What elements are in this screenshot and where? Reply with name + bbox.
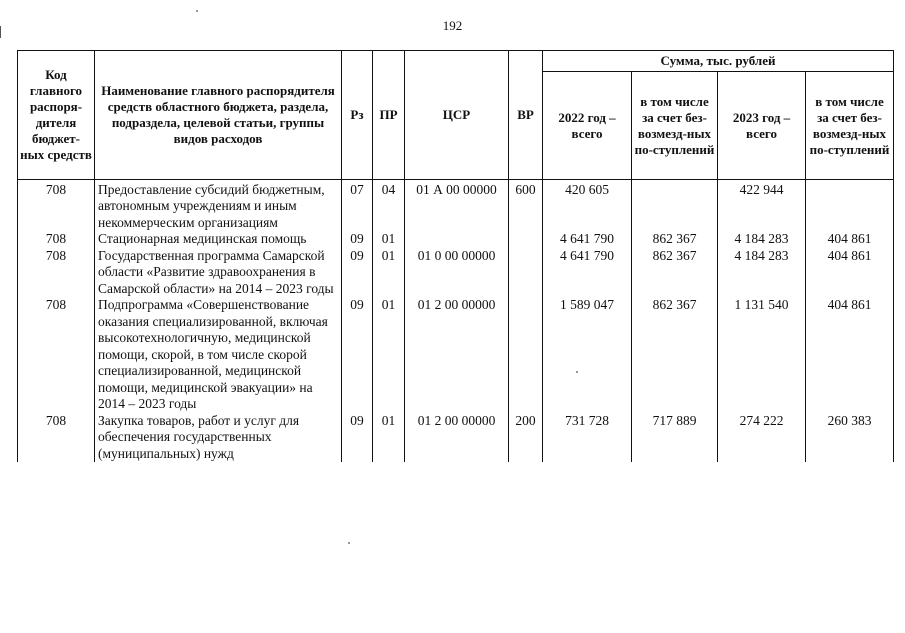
scan-speck xyxy=(196,10,198,12)
cell-2022-total: 4 641 790 xyxy=(543,248,632,298)
cell-vr xyxy=(509,248,543,298)
cell-name: Государственная программа Самарской области «Развитие здравоохранения в Самарской области» на 2014 – 2023 годы xyxy=(95,248,342,298)
header-code: Код главного распоря-дителя бюджет-ных средств xyxy=(18,51,95,180)
cell-name: Стационарная медицинская помощь xyxy=(95,231,342,248)
table-row xyxy=(18,248,894,298)
cell-2022-total: 731 728 xyxy=(543,413,632,463)
header-2022-free: в том числе за счет без-возмезд-ных по-ступлений xyxy=(632,72,718,180)
header-2023-free: в том числе за счет без-возмезд-ных по-ступлений xyxy=(806,72,894,180)
header-vr: ВР xyxy=(509,51,543,180)
header-name: Наименование главного распорядителя средств областного бюджета, раздела, подраздела, целевой статьи, группы видов расходов xyxy=(95,51,342,180)
cell-2022-total: 1 589 047 xyxy=(543,297,632,413)
cell-code: 708 xyxy=(18,413,95,463)
cell-pr: 01 xyxy=(373,231,405,248)
table-row xyxy=(18,182,894,232)
cell-2023-free: 404 861 xyxy=(806,248,894,298)
header-2022-total: 2022 год – всего xyxy=(543,72,632,180)
cell-vr: 600 xyxy=(509,182,543,232)
header-rz: Рз xyxy=(342,51,373,180)
cell-csr: 01 0 00 00000 xyxy=(405,248,509,298)
cell-2023-total: 1 131 540 xyxy=(718,297,806,413)
cell-2023-total: 4 184 283 xyxy=(718,231,806,248)
header-sum-group: Сумма, тыс. рублей xyxy=(543,51,894,72)
cell-2022-total: 420 605 xyxy=(543,182,632,232)
cell-csr xyxy=(405,231,509,248)
cell-vr xyxy=(509,297,543,413)
header-csr: ЦСР xyxy=(405,51,509,180)
cell-2022-free: 862 367 xyxy=(632,248,718,298)
budget-table xyxy=(17,50,894,462)
cell-2023-free: 404 861 xyxy=(806,231,894,248)
cell-2023-free: 404 861 xyxy=(806,297,894,413)
cell-code: 708 xyxy=(18,182,95,232)
table-row xyxy=(18,413,894,463)
cell-2023-total: 4 184 283 xyxy=(718,248,806,298)
table-row xyxy=(18,297,894,413)
cell-csr: 01 2 00 00000 xyxy=(405,297,509,413)
cell-2023-free xyxy=(806,182,894,232)
cell-code: 708 xyxy=(18,231,95,248)
cell-csr: 01 2 00 00000 xyxy=(405,413,509,463)
header-pr: ПР xyxy=(373,51,405,180)
table-row xyxy=(18,231,894,248)
cell-pr: 04 xyxy=(373,182,405,232)
cell-code: 708 xyxy=(18,248,95,298)
cell-csr: 01 А 00 00000 xyxy=(405,182,509,232)
cell-2022-total: 4 641 790 xyxy=(543,231,632,248)
cell-2023-total: 422 944 xyxy=(718,182,806,232)
cell-vr: 200 xyxy=(509,413,543,463)
scan-speck xyxy=(348,542,350,544)
cell-2022-free xyxy=(632,182,718,232)
cell-rz: 09 xyxy=(342,248,373,298)
cell-name: Предоставление субсидий бюджетным, автономным учреждениям и иным некоммерческим организациям xyxy=(95,182,342,232)
cell-pr: 01 xyxy=(373,413,405,463)
cell-rz: 09 xyxy=(342,231,373,248)
cell-2023-free: 260 383 xyxy=(806,413,894,463)
cell-code: 708 xyxy=(18,297,95,413)
table-header xyxy=(18,51,894,180)
cell-2022-free: 862 367 xyxy=(632,231,718,248)
cell-rz: 07 xyxy=(342,182,373,232)
table-body xyxy=(18,180,894,463)
cell-2022-free: 862 367 xyxy=(632,297,718,413)
header-2023-total: 2023 год – всего xyxy=(718,72,806,180)
cell-pr: 01 xyxy=(373,297,405,413)
scan-edge-mark xyxy=(0,26,1,38)
cell-rz: 09 xyxy=(342,413,373,463)
cell-rz: 09 xyxy=(342,297,373,413)
cell-2023-total: 274 222 xyxy=(718,413,806,463)
cell-name: Закупка товаров, работ и услуг для обеспечения государственных (муниципальных) нужд xyxy=(95,413,342,463)
page-number: 192 xyxy=(442,18,463,33)
cell-name: Подпрограмма «Совершенствование оказания специализированной, включая высокотехнологичную, медицинской помощи, скорой, в том числе скорой специализированной, медицинской помощи, медицинской эвакуации» на 2014 – 2023 годы xyxy=(95,297,342,413)
scan-speck xyxy=(576,371,578,373)
cell-2022-free: 717 889 xyxy=(632,413,718,463)
cell-vr xyxy=(509,231,543,248)
cell-pr: 01 xyxy=(373,248,405,298)
